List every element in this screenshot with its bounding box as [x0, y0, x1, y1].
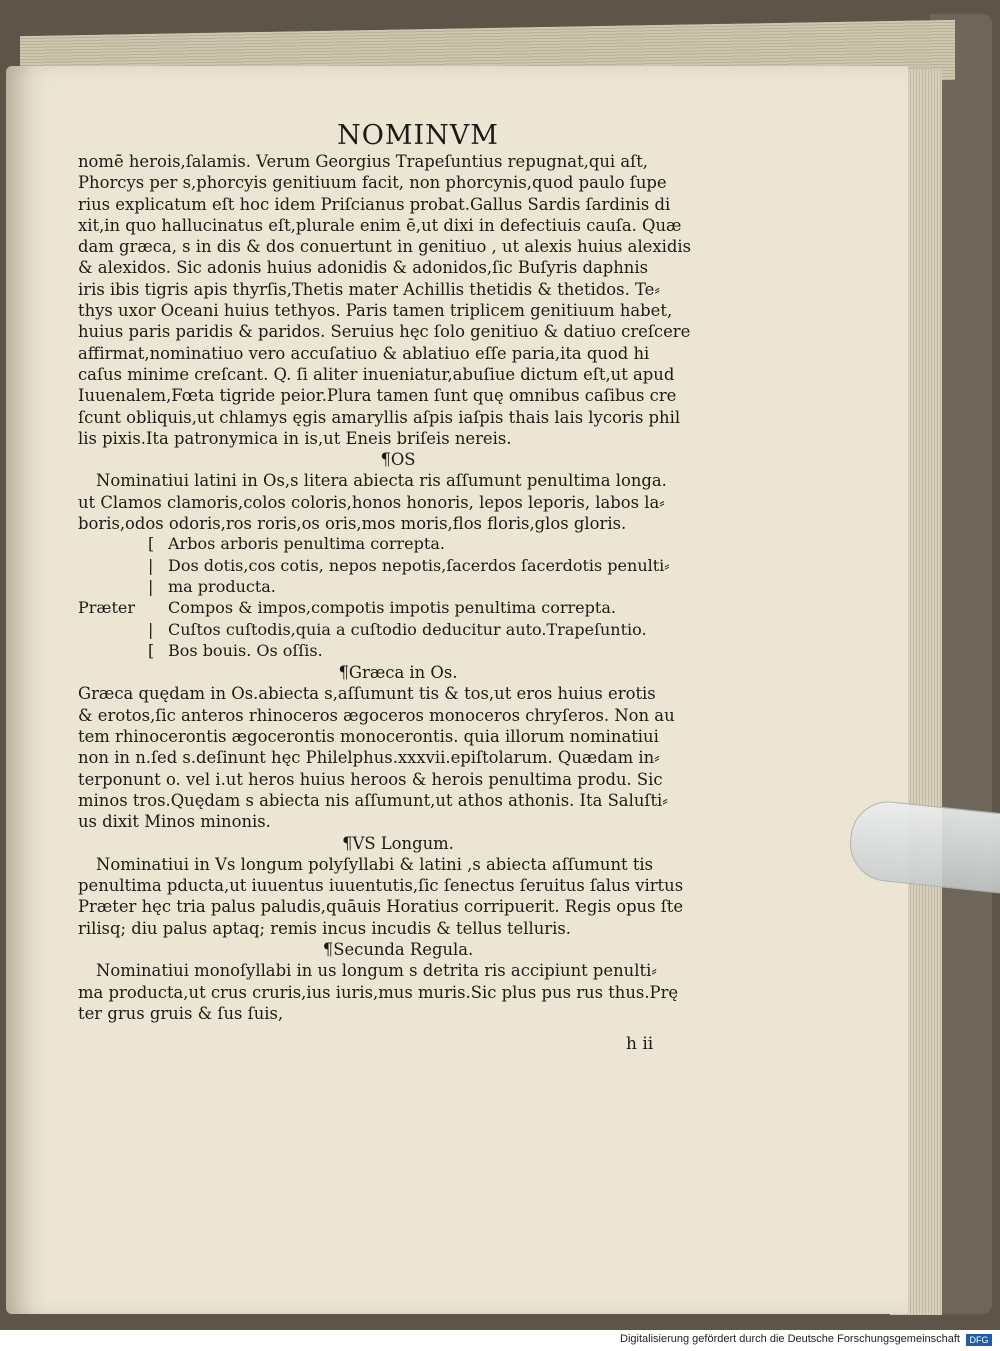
signature-mark: h ii	[626, 1034, 654, 1055]
praeter-item: ma producta.	[168, 576, 276, 596]
text-line: thys uxor Oceani huius tethyos. Paris tamen triplicem genitiuum habet,	[78, 301, 673, 321]
text-line: Nominatiui monoſyllabi in us longum s detrita ris accipiunt penulti⸗	[96, 961, 657, 981]
text-line: caſus minime creſcant. Q. ſi aliter inueniatur,abuſiue dictum eſt,ut apud	[78, 364, 675, 384]
text-line: affirmat,nominatiuo vero accuſatiuo & ablatiuo eſſe paria,ita quod hi	[78, 343, 650, 363]
text-line: Phorcys per s,phorcyis genitiuum facit, non phorcynis,quod paulo ſupe	[78, 173, 667, 193]
section-heading-secunda: ¶Secunda Regula.	[322, 939, 474, 959]
text-line: ſcunt obliquis,ut chlamys ęgis amaryllis aſpis iaſpis thais lais lycoris phil	[78, 407, 681, 427]
text-line: Iuuenalem,Fœta tigride peior.Plura tamen ſunt quę omnibus caſibus cre	[78, 386, 677, 406]
text-line: ter grus gruis & ſus ſuis,	[78, 1003, 284, 1023]
text-line: xit,in quo hallucinatus eſt,plurale enim ē,ut dixi in defectiuis cauſa. Quæ	[78, 215, 682, 235]
text-line: lis pixis.Ita patronymica in is,ut Eneis briſeis nereis.	[78, 428, 512, 448]
praeter-item: Arbos arboris penultima correpta.	[168, 534, 445, 554]
section-heading-os: ¶OS	[380, 450, 416, 470]
paragraph-secunda	[78, 960, 718, 1024]
text-line: rius explicatum eſt hoc idem Priſcianus probat.Gallus Sardis ſardinis di	[78, 194, 671, 214]
footer-bar	[0, 1330, 1000, 1351]
praeter-item: Compos & impos,compotis impotis penultima correpta.	[168, 598, 616, 618]
text-line: & erotos,ſic anteros rhinoceros ægoceros monoceros chryſeros. Non au	[78, 705, 675, 725]
text-line: nomē herois,ſalamis. Verum Georgius Trapeſuntius repugnat,qui aſt,	[78, 152, 649, 171]
text-line: huius paris paridis & paridos. Seruius hęc ſolo genitiuo & datiuo creſcere	[78, 322, 691, 342]
funding-credit: Digitalisierung gefördert durch die Deutsche Forschungsgemeinschaft	[620, 1333, 960, 1345]
text-line: rilisq; diu palus aptaq; remis incus incudis & tellus telluris.	[78, 918, 571, 938]
text-line: penultima pducta,ut iuuentus iuuentutis,ſic ſenectus ſeruitus ſalus virtus	[78, 876, 684, 896]
text-line: us dixit Minos minonis.	[78, 812, 271, 832]
text-line: tem rhinocerontis ægocerontis monocerontis. quia illorum nominatiui	[78, 727, 659, 747]
section-heading-us: ¶VS Longum.	[342, 833, 454, 853]
running-head: NOMINVM	[337, 120, 499, 151]
praeter-item: Bos bouis. Os oſſis.	[168, 640, 323, 660]
text-line: & alexidos. Sic adonis huius adonidis & adonidos,ſic Buſyris daphnis	[78, 258, 648, 278]
text-line: Præter hęc tria palus paludis,quāuis Horatius corripuerit. Regis opus ſte	[78, 897, 684, 917]
praeter-label: Præter	[78, 598, 135, 618]
text-line: terponunt o. vel i.ut heros huius heroos & herois penultima produ. Sic	[78, 769, 663, 789]
paragraph-graeca	[78, 683, 718, 832]
text-line: ma producta,ut crus cruris,ius iuris,mus muris.Sic plus pus rus thus.Prę	[78, 982, 679, 1002]
text-line: minos tros.Quędam s abiecta nis aſſumunt,ut athos athonis. Ita Saluſti⸗	[78, 790, 668, 810]
dfg-logo: DFG	[966, 1334, 992, 1346]
text-line: ut Clamos clamoris,colos coloris,honos honoris, lepos leporis, labos la⸗	[78, 492, 665, 512]
text-line: dam græca, s in dis & dos conuertunt in genitiuo , ut alexis huius alexidis	[78, 237, 692, 257]
section-heading-graeca: ¶Græca in Os.	[338, 663, 458, 683]
paragraph-os	[78, 470, 718, 534]
praeter-item: Cuſtos cuſtodis,quia a cuſtodio deducitur auto.Trapeſuntio.	[168, 619, 647, 639]
paragraph-main	[78, 151, 718, 449]
text-line: boris,odos odoris,ros roris,os oris,mos moris,flos floris,glos gloris.	[78, 514, 627, 534]
paragraph-us	[78, 854, 718, 939]
text-line: non in n.ſed s.deſinunt hęc Philelphus.xxxvii.epiſtolarum. Quædam in⸗	[78, 748, 660, 768]
text-line: Græca quędam in Os.abiecta s,aſſumunt tis & tos,ut eros huius erotis	[78, 684, 656, 704]
text-line: Nominatiui latini in Os,s litera abiecta ris aſſumunt penultima longa.	[96, 471, 667, 491]
praeter-item: Dos dotis,cos cotis, nepos nepotis,ſacerdos ſacerdotis penulti⸗	[168, 555, 670, 575]
text-line: Nominatiui in Vs longum polyſyllabi & latini ,s abiecta aſſumunt tis	[96, 854, 654, 874]
page-text	[78, 120, 718, 1054]
text-line: iris ibis tigris apis thyrſis,Thetis mater Achillis thetidis & thetidos. Te⸗	[78, 279, 660, 299]
praeter-block: [ Arbos arboris penultima correpta. | Dos dotis,cos cotis, nepos nepotis,ſacerdos ſacerdotis penulti⸗ | ma producta. Præter Compos & impos,compotis impotis penultima correpta. | Cuſtos cuſtodis,quia a cuſtodio deducitur auto.Trapeſuntio. [ Bos bouis. Os oſſis.	[78, 534, 670, 660]
